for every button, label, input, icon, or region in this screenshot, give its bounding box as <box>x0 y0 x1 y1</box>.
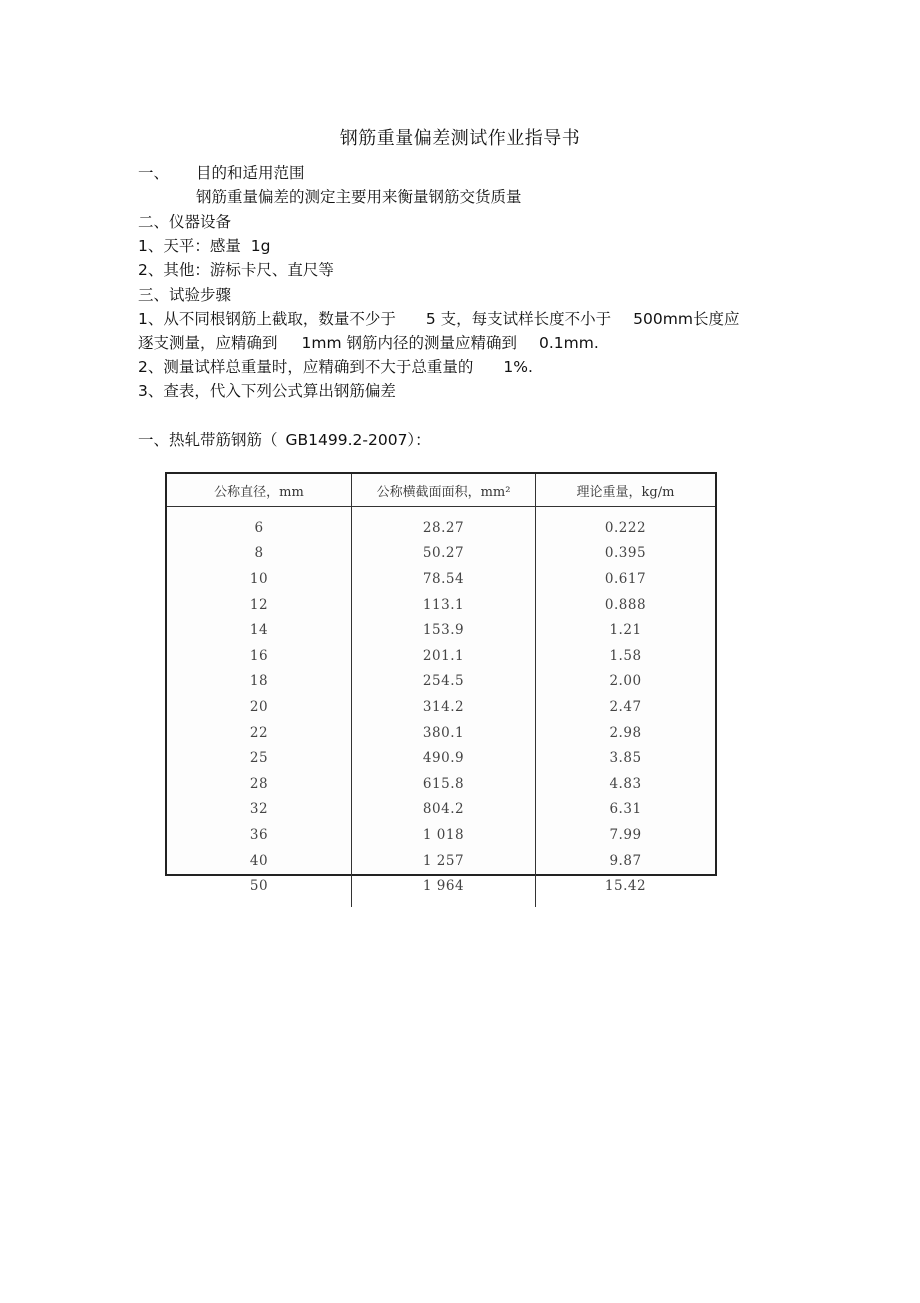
section-1-number: 一、 <box>138 164 170 182</box>
cell-diameter: 50 <box>167 873 352 899</box>
cell-area: 113.1 <box>352 592 536 618</box>
cell-weight: 2.47 <box>609 698 642 715</box>
table-row <box>167 873 715 899</box>
equipment-item-1: 1、天平：感量 1g <box>138 237 271 255</box>
cell-weight: 1.21 <box>609 622 642 639</box>
cell-diameter: 18 <box>167 669 352 695</box>
header-diameter: 公称直径，mm <box>167 474 352 507</box>
section-2-title: 二、仪器设备 <box>138 213 232 231</box>
cell-diameter: 20 <box>167 694 352 720</box>
cell-diameter: 25 <box>167 745 352 771</box>
step-1-part-e: 1mm 钢筋内径的测量应精确到 <box>301 334 518 352</box>
step-1-line-1 <box>138 308 739 330</box>
cell-diameter: 14 <box>167 617 352 643</box>
step-2-part-b: 1%. <box>503 358 533 376</box>
cell-area: 28.27 <box>352 515 536 541</box>
page-title: 钢筋重量偏差测试作业指导书 <box>339 128 581 149</box>
equipment-item-2: 2、其他：游标卡尺、直尺等 <box>138 261 334 279</box>
spacer-cell <box>536 507 716 516</box>
table-row <box>167 669 715 695</box>
spacer-cell <box>167 899 352 907</box>
cell-weight: 15.42 <box>604 878 647 895</box>
cell-area: 1 257 <box>352 848 536 874</box>
cell-area: 153.9 <box>352 617 536 643</box>
step-1-part-f: 0.1mm. <box>539 334 599 352</box>
header-weight: 理论重量，kg/m <box>536 474 716 507</box>
table-row <box>167 822 715 848</box>
step-1-line-2 <box>138 332 599 354</box>
cell-weight: 6.31 <box>609 801 642 818</box>
cell-weight: 3.85 <box>609 750 642 767</box>
cell-diameter: 32 <box>167 797 352 823</box>
step-1-part-b: 5 支，每支试样长度不小于 <box>425 310 612 328</box>
cell-area: 201.1 <box>352 643 536 669</box>
cell-area: 50.27 <box>352 541 536 567</box>
table-heading-part-a: 一、热轧带筋钢筋（ <box>138 431 278 449</box>
section-3-title: 三、试验步骤 <box>138 286 232 304</box>
step-1-part-a: 1、从不同根钢筋上截取，数量不少于 <box>138 310 396 328</box>
rebar-spec-table <box>165 472 717 895</box>
cell-area: 804.2 <box>352 797 536 823</box>
table-row <box>167 566 715 592</box>
section-1-text: 钢筋重量偏差的测定主要用来衡量钢筋交货质量 <box>196 188 522 206</box>
rebar-table <box>167 474 715 907</box>
table-row <box>167 694 715 720</box>
table-row <box>167 541 715 567</box>
cell-area: 1 018 <box>352 822 536 848</box>
cell-diameter: 36 <box>167 822 352 848</box>
table-row <box>167 720 715 746</box>
cell-diameter: 40 <box>167 848 352 874</box>
table-row <box>167 797 715 823</box>
cell-diameter: 28 <box>167 771 352 797</box>
table-row <box>167 771 715 797</box>
cell-diameter: 16 <box>167 643 352 669</box>
header-area: 公称横截面面积，mm² <box>352 474 536 507</box>
step-1-part-c: 500mm长度应 <box>633 310 740 328</box>
cell-weight: 9.87 <box>609 852 642 869</box>
cell-weight: 0.617 <box>604 570 647 587</box>
cell-area: 314.2 <box>352 694 536 720</box>
table-row <box>167 745 715 771</box>
table-row <box>167 848 715 874</box>
cell-diameter: 8 <box>167 541 352 567</box>
step-3: 3、查表，代入下列公式算出钢筋偏差 <box>138 382 396 400</box>
cell-weight: 7.99 <box>609 826 642 843</box>
spacer-cell <box>167 507 352 516</box>
cell-weight: 1.58 <box>609 647 642 664</box>
table-row <box>167 592 715 618</box>
step-1-part-d: 逐支测量，应精确到 <box>138 334 278 352</box>
cell-diameter: 12 <box>167 592 352 618</box>
cell-area: 490.9 <box>352 745 536 771</box>
table-body <box>167 507 715 907</box>
cell-weight: 0.888 <box>604 596 647 613</box>
table-row <box>167 617 715 643</box>
spacer-cell <box>352 507 536 516</box>
cell-weight: 2.00 <box>609 673 642 690</box>
cell-area: 78.54 <box>352 566 536 592</box>
cell-area: 254.5 <box>352 669 536 695</box>
cell-area: 615.8 <box>352 771 536 797</box>
table-spacer-row <box>167 899 715 907</box>
section-1-title: 目的和适用范围 <box>196 164 305 182</box>
cell-weight: 2.98 <box>609 724 642 741</box>
cell-diameter: 10 <box>167 566 352 592</box>
cell-diameter: 22 <box>167 720 352 746</box>
cell-area: 1 964 <box>352 873 536 899</box>
step-2-part-a: 2、测量试样总重量时，应精确到不大于总重量的 <box>138 358 474 376</box>
table-header-row <box>167 474 715 507</box>
cell-weight: 0.222 <box>604 519 647 536</box>
cell-weight: 0.395 <box>604 545 647 562</box>
table-spacer-row <box>167 507 715 516</box>
cell-weight: 4.83 <box>609 775 642 792</box>
table-heading <box>138 429 431 451</box>
cell-diameter: 6 <box>167 515 352 541</box>
section-1-heading <box>138 162 305 184</box>
spacer-cell <box>352 899 536 907</box>
step-2 <box>138 356 533 378</box>
table-row <box>167 515 715 541</box>
table-row <box>167 643 715 669</box>
spacer-cell <box>536 899 716 907</box>
table-heading-part-b: GB1499.2-2007）： <box>285 431 431 449</box>
cell-area: 380.1 <box>352 720 536 746</box>
